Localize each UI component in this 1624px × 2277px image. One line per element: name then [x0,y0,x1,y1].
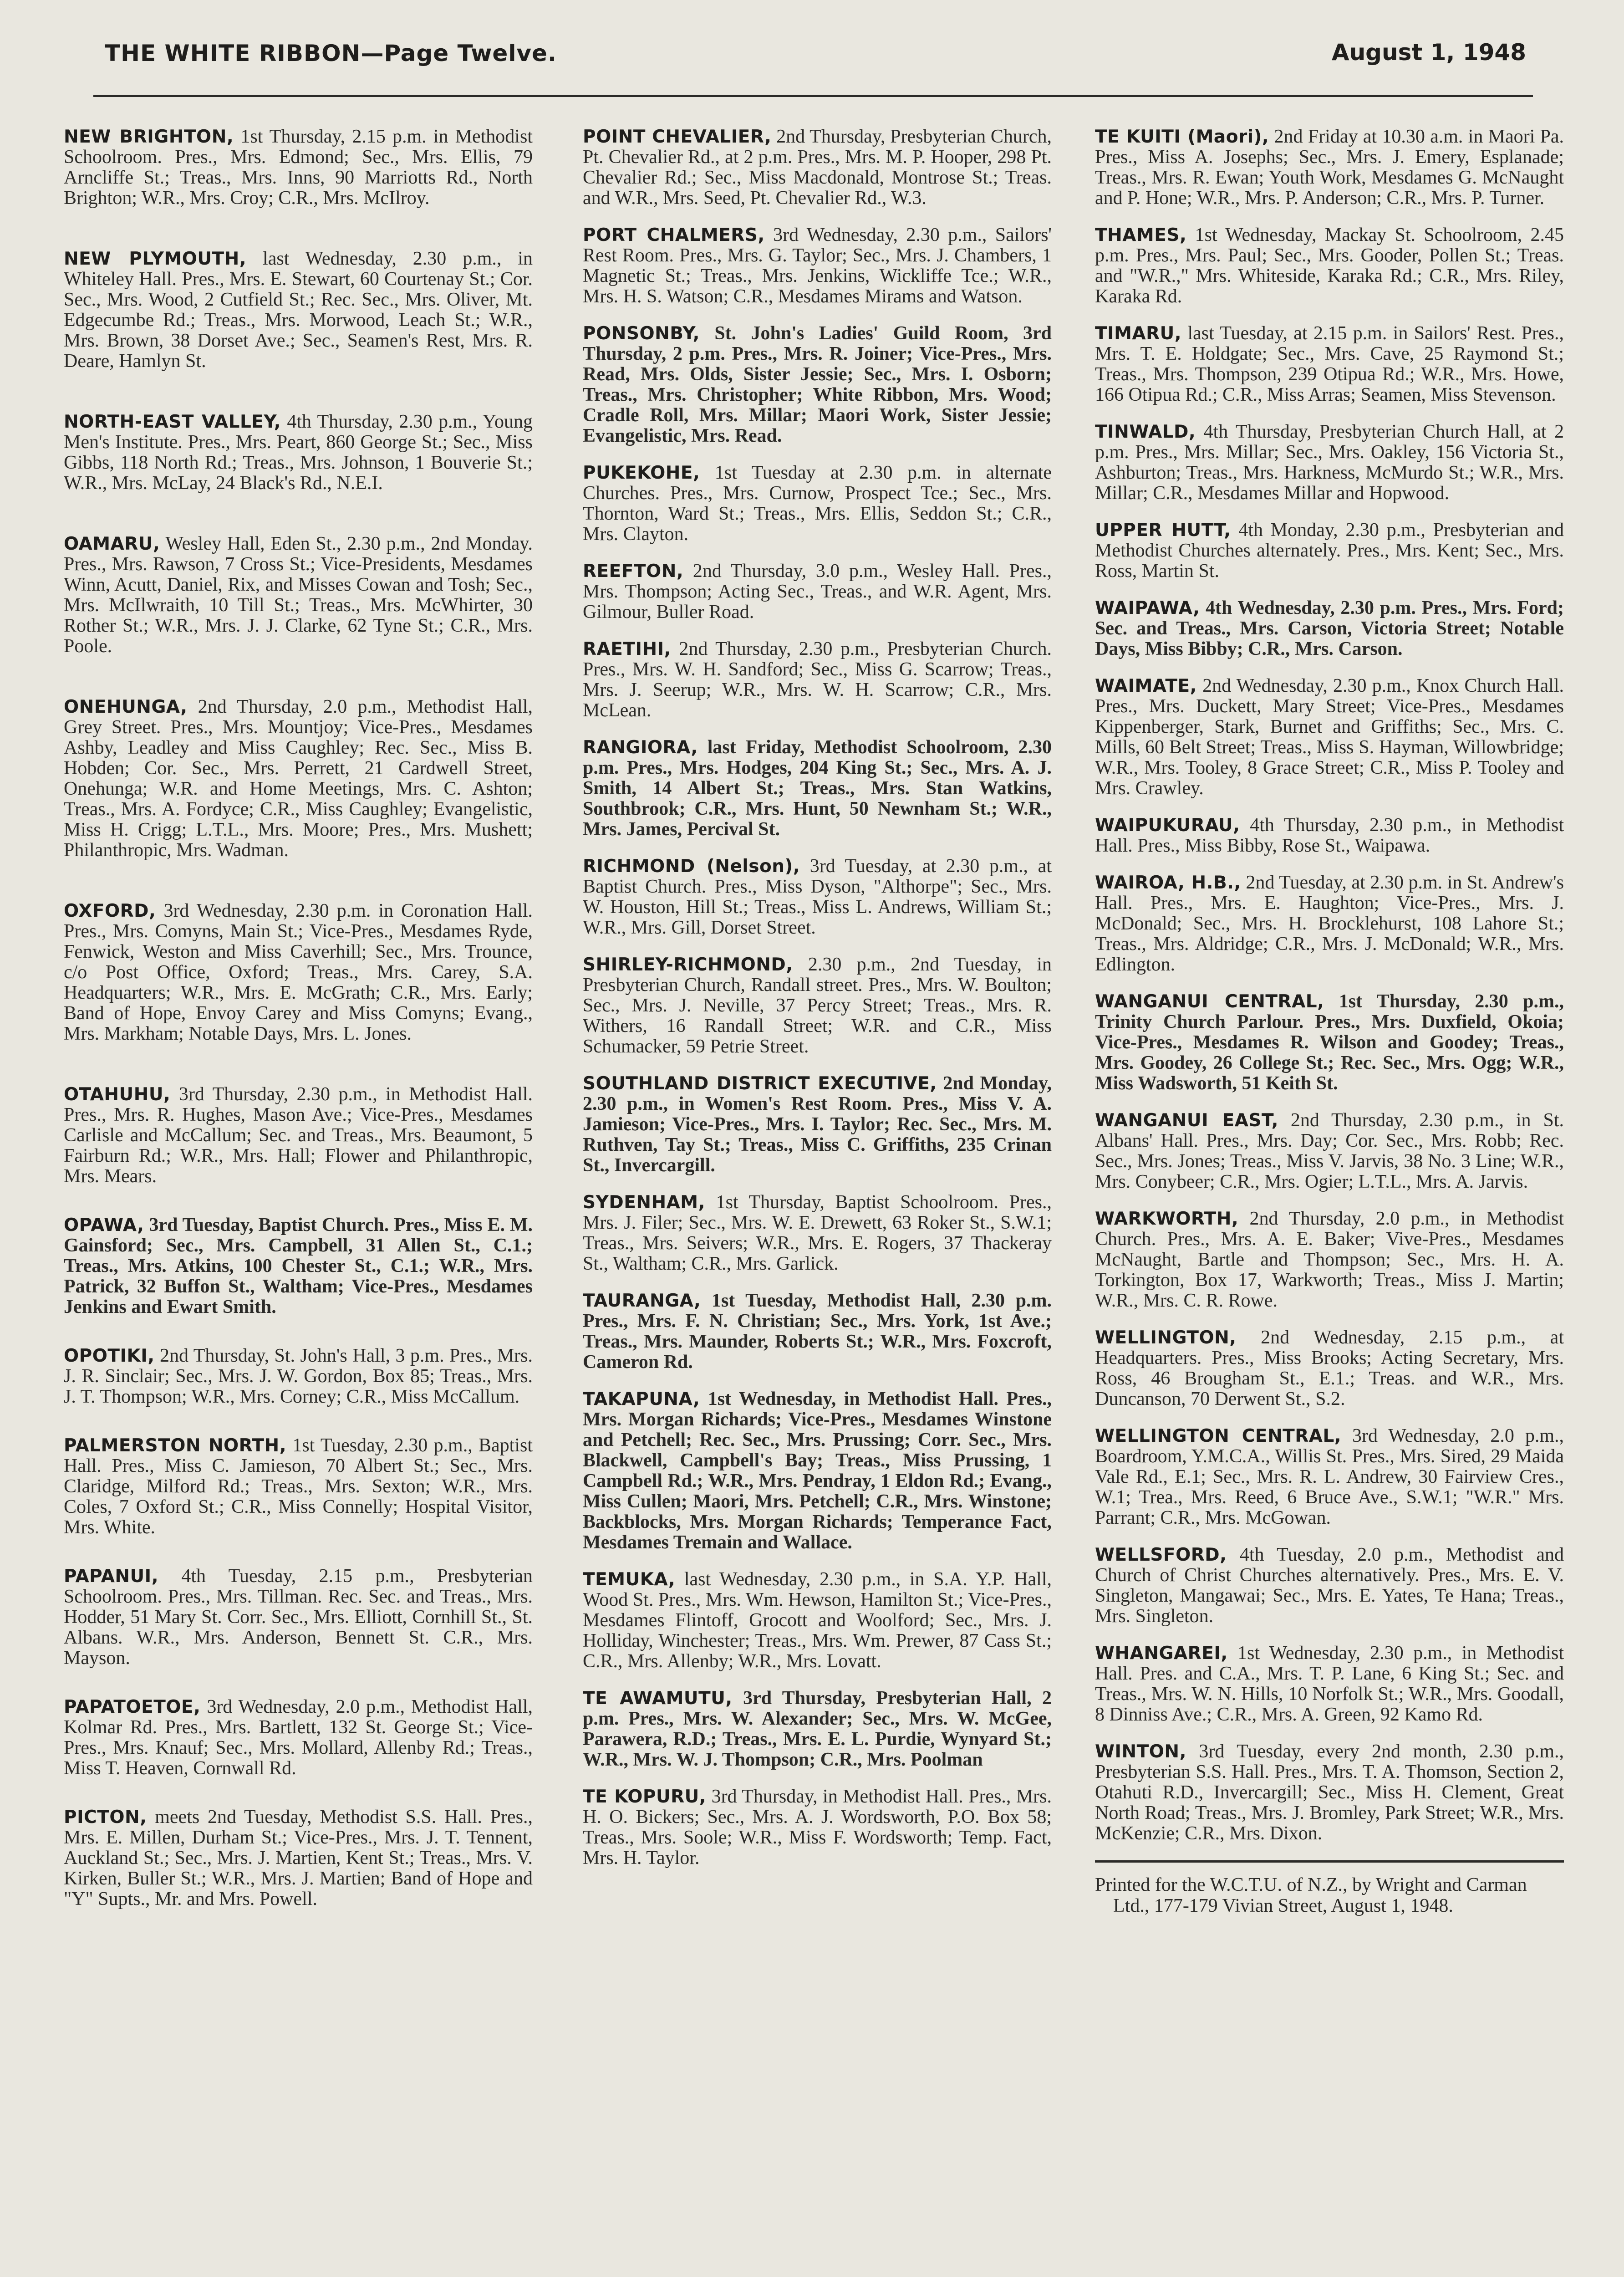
branch-entry [64,1346,533,1407]
branch-entry [583,1192,1052,1274]
branch-details: 3rd Wednesday, 2.0 p.m., Boardroom, Y.M.C.A., Willis St. Pres., Mrs. Sired, 29 Maida Vale Rd., E.1; Sec., Mrs. R. L. Andrew, 30 Fairview Cres., W.1; Trea., Mrs. Reed, 6 Bruce Ave., S.W.1; "W.R." Mrs. Parrant; C.R., Mrs. McGowan. [1095,1425,1564,1528]
branch-entry [64,1215,533,1317]
branch-name: OPAWA, [64,1215,144,1236]
branch-name: TAKAPUNA, [583,1389,700,1409]
branch-entry [583,737,1052,840]
branch-entry [583,127,1052,209]
branch-name: SHIRLEY-RICHMOND, [583,955,793,975]
branch-details: 2nd Thursday, Presbyterian Church, Pt. Chevalier Rd., at 2 p.m. Pres., Mrs. M. P. Hooper, 298 Pt. Chevalier Rd.; Sec., Miss Macdonald, Montrose St.; Treas. and W.R., Mrs. Seed, Pt. Chevalier Rd., W.3. [583,126,1052,209]
branch-details: 1st Tuesday, 2.30 p.m., Baptist Hall. Pres., Miss C. Jamieson, 70 Albert St.; Sec., Mrs. Claridge, Milford Rd.; Treas., Mrs. Sexton; W.R., Mrs. Coles, 7 Oxford St.; C.R., Miss Connelly; Hospital Visitor, Mrs. White. [64,1435,533,1538]
column-2 [583,127,1052,1885]
branch-name: RICHMOND (Nelson), [583,856,800,877]
branch-name: WANGANUI EAST, [1095,1110,1278,1131]
branch-details: meets 2nd Tuesday, Methodist S.S. Hall. Pres., Mrs. E. Millen, Durham St.; Vice-Pres., Mrs. J. T. Tennent, Auckland St.; Sec., Mrs. J. Martien, Kent St.; Treas., Mrs. V. Kirken, Buller St.; W.R., Mrs. J. Martien; Band of Hope and "Y" Supts., Mr. and Mrs. Powell. [64,1807,533,1909]
branch-name: PICTON, [64,1807,147,1828]
branch-entry [64,697,533,861]
branch-details: 3rd Tuesday, Baptist Church. Pres., Miss E. M. Gainsford; Sec., Mrs. Campbell, 31 Allen St., C.1.; Treas., Mrs. Atkins, 100 Chester St., C.1.; W.R., Mrs. Patrick, 32 Buffon St., Waltham; Vice-Pres., Mesdames Jenkins and Ewart Smith. [64,1215,533,1317]
branch-name: TEMUKA, [583,1569,676,1590]
branch-name: UPPER HUTT, [1095,520,1231,541]
branch-entry [1095,225,1564,307]
branch-details: 2nd Thursday, 3.0 p.m., Wesley Hall. Pres., Mrs. Thompson; Acting Sec., Treas., and W.R. Agent, Mrs. Gilmour, Buller Road. [583,561,1052,623]
branch-entry [1095,991,1564,1094]
header-rule [93,95,1533,97]
branch-details: 2nd Friday at 10.30 a.m. in Maori Pa. Pres., Miss A. Josephs; Sec., Mrs. J. Emery, Esplanade; Treas., Mrs. R. Ewan; Youth Work, Mesdames G. McNaught and P. Hone; W.R., Mrs. P. Anderson; C.R., Mrs. P. Turner. [1095,126,1564,209]
column-3-entries [1095,127,1564,1844]
branch-entry [64,412,533,494]
branch-name: WAIPUKURAU, [1095,815,1240,836]
branch-name: WAIROA, H.B., [1095,873,1241,893]
branch-details: 3rd Wednesday, 2.0 p.m., Methodist Hall, Kolmar Rd. Pres., Mrs. Bartlett, 132 St. George St.; Vice-Pres., Mrs. Knauf; Sec., Mrs. Mollard, Allenby Rd.; Treas., Miss T. Heaven, Cornwall Rd. [64,1696,533,1779]
branch-name: TE KOPURU, [583,1787,707,1807]
printer-imprint: Printed for the W.C.T.U. of N.Z., by Wright and Carman Ltd., 177-179 Vivian Street, August 1, 1948. [1095,1874,1527,1916]
branch-entry [1095,520,1564,582]
branch-details: 3rd Thursday, in Methodist Hall. Pres., Mrs. H. O. Bickers; Sec., Mrs. A. J. Wordsworth, P.O. Box 58; Treas., Mrs. Soole; W.R., Miss F. Wordsworth; Temp. Fact, Mrs. H. Taylor. [583,1786,1052,1869]
branch-details: 2nd Thursday, 2.30 p.m., Presbyterian Church. Pres., Mrs. W. H. Sandford; Sec., Miss G. Scarrow; Treas., Mrs. J. Seerup; W.R., Mrs. W. H. Scarrow; C.R., Mrs. McLean. [583,638,1052,721]
column-1 [64,127,533,1938]
branch-name: WANGANUI CENTRAL, [1095,991,1324,1012]
branch-name: PALMERSTON NORTH, [64,1435,287,1456]
branch-details: last Friday, Methodist Schoolroom, 2.30 p.m. Pres., Mrs. Hodges, 204 King St.; Sec., Mrs. A. J. Smith, 14 Albert St.; Treas., Mrs. Stan Watkins, Southbrook; C.R., Mrs. Hunt, 50 Newnham St.; W.R., Mrs. James, Percival St. [583,737,1052,840]
branch-details: last Wednesday, 2.30 p.m., in Whiteley Hall. Pres., Mrs. E. Stewart, 60 Courtenay St.; Cor. Sec., Mrs. Wood, 2 Cutfield St.; Rec. Sec., Mrs. Oliver, Mt. Edgecumbe Rd.; Treas., Mrs. Morwood, Leach St.; W.R., Mrs. Brown, 38 Dorset Ave.; Sec., Seamen's Rest, Mrs. R. Deare, Hamlyn St. [64,248,533,372]
branch-details: 2nd Thursday, 2.30 p.m., in St. Albans' Hall. Pres., Mrs. Day; Cor. Sec., Mrs. Robb; Rec. Sec., Mrs. Jones; Treas., Miss V. Jarvis, 38 No. 3 Line; W.R., Mrs. Conybeer; C.R., Mrs. Ogier; L.T.L., Mrs. A. Jarvis. [1095,1110,1564,1192]
branch-details: 3rd Thursday, Presbyterian Hall, 2 p.m. Pres., Mrs. W. Alexander; Sec., Mrs. W. McGee, Parawera, R.D.; Treas., Mrs. E. L. Purdie, Wynyard St.; W.R., Mrs. W. J. Thompson; C.R., Mrs. Poolman [583,1688,1052,1770]
branch-details: 3rd Tuesday, at 2.30 p.m., at Baptist Church. Pres., Miss Dyson, "Althorpe"; Sec., Mrs. W. Houston, Hill St.; Treas., Miss L. Andrews, William St.; W.R., Mrs. Gill, Dorset Street. [583,856,1052,938]
branch-entry [1095,422,1564,504]
branch-details: 1st Thursday, 2.30 p.m., Trinity Church Parlour. Pres., Mrs. Duxfield, Okoia; Vice-Pres., Mesdames R. Wilson and Goodey; Treas., Mrs. Goodey, 26 College St.; Rec. Sec., Mrs. Ogg; W.R., Miss Wadsworth, 51 Keith St. [1095,991,1564,1094]
branch-name: NEW BRIGHTON, [64,127,234,147]
branch-name: NEW PLYMOUTH, [64,249,247,269]
branch-details: 2nd Thursday, 2.0 p.m., Methodist Hall, Grey Street. Pres., Mrs. Mountjoy; Vice-Pres., Mesdames Ashby, Leadley and Miss Caughley; Rec. Sec., Miss B. Hobden; Cor. Sec., Mrs. Perrett, 21 Cardwell Street, Onehunga; W.R. and Home Meetings, Mrs. C. Ashton; Treas., Mrs. A. Fordyce; C.R., Miss Caughley; Evangelistic, Miss H. Crigg; L.T.L., Mrs. Moore; Pres., Mrs. Mushett; Philanthropic, Mrs. Wadman. [64,696,533,861]
issue-date: August 1, 1948 [1331,39,1526,66]
branch-entry [1095,873,1564,975]
branch-details: 3rd Wednesday, 2.30 p.m. in Coronation Hall. Pres., Mrs. Comyns, Main St.; Vice-Pres., Mesdames Ryde, Fenwick, Weston and Miss Caverhill; Sec., Mrs. Trounce, c/o Post Office, Oxford; Treas., Mrs. Carey, S.A. Headquarters; W.R., Mrs. E. McGrath; C.R., Mrs. Early; Band of Hope, Envoy Carey and Miss Comyns; Evang., Mrs. Markham; Notable Days, Mrs. L. Jones. [64,900,533,1044]
branch-entry [64,1084,533,1187]
branch-details: 3rd Tuesday, every 2nd month, 2.30 p.m., Presbyterian S.S. Hall. Pres., Mrs. T. A. Thomson, Section 2, Otahuti R.D., Invercargill; Sec., Miss H. Clement, Great North Road; Treas., Mrs. J. Bromley, Park Street; W.R., Mrs. McKenzie; C.R., Mrs. Dixon. [1095,1741,1564,1844]
branch-entry [1095,1643,1564,1725]
branch-details: St. John's Ladies' Guild Room, 3rd Thursday, 2 p.m. Pres., Mrs. R. Joiner; Vice-Pres., Mrs. Read, Mrs. Olds, Sister Jessie; Sec., Mrs. I. Osborn; Treas., Mrs. Christopher; White Ribbon, Mrs. Wood; Cradle Roll, Mrs. Millar; Maori Work, Sister Jessie; Evangelistic, Mrs. Read. [583,323,1052,446]
branch-details: 4th Thursday, 2.30 p.m., Young Men's Institute. Pres., Mrs. Peart, 860 George St.; Sec., Miss Gibbs, 118 North Rd.; Treas., Mrs. Johnson, 1 Bouverie St.; W.R., Mrs. McLay, 24 Black's Rd., N.E.I. [64,411,533,494]
branch-details: 1st Wednesday, in Methodist Hall. Pres., Mrs. Morgan Richards; Vice-Pres., Mesdames Winstone and Petchell; Rec. Sec., Mrs. Prussing; Corr. Sec., Mrs. Blackwell, Campbell's Bay; Treas., Miss Prussing, 1 Campbell Rd.; W.R., Mrs. Pendray, 1 Eldon Rd.; Evang., Miss Cullen; Maori, Mrs. Petchell; C.R., Mrs. Winstone; Backblocks, Mrs. Morgan Richards; Temperance Fact, Mesdames Tremain and Wallace. [583,1389,1052,1553]
branch-entry [64,1435,533,1538]
branch-name: SYDENHAM, [583,1192,705,1213]
branch-name: TIMARU, [1095,323,1182,344]
branch-details: 2nd Wednesday, 2.30 p.m., Knox Church Hall. Pres., Mrs. Duckett, Mary Street; Vice-Pres., Mesdames Kippenberger, Stark, Burnet and Griffiths; Sec., Mrs. C. Mills, 60 Belt Street; Treas., Miss S. Hayman, Willowbridge; W.R., Mrs. Tooley, 8 Grace Street; C.R., Miss P. Tooley and Mrs. Crawley. [1095,675,1564,799]
branch-entry [1095,1426,1564,1528]
branch-details: 2nd Thursday, 2.0 p.m., in Methodist Church. Pres., Mrs. A. E. Baker; Vive-Pres., Mesdames McNaught, Bartle and Thompson; Sec., Mrs. H. A. Torkington, Box 17, Warkworth; Treas., Miss J. Martin; W.R., Mrs. C. R. Rowe. [1095,1208,1564,1311]
branch-entry [583,225,1052,307]
imprint-rule [1095,1860,1564,1863]
branch-entry [583,561,1052,623]
branch-entry [1095,1327,1564,1409]
branch-name: ONEHUNGA, [64,697,188,717]
branch-name: PORT CHALMERS, [583,225,765,245]
branch-name: RAETIHI, [583,639,671,659]
branch-entry [1095,1741,1564,1844]
branch-name: THAMES, [1095,225,1187,245]
branch-name: OTAHUHU, [64,1084,171,1105]
branch-name: PUKEKOHE, [583,463,700,483]
branch-name: WELLSFORD, [1095,1545,1227,1565]
column-3 [1095,127,1564,1916]
branch-name: TE KUITI (Maori), [1095,127,1269,147]
branch-entry [583,1787,1052,1869]
branch-details: 2nd Tuesday, at 2.30 p.m. in St. Andrew's Hall. Pres., Mrs. E. Haughton; Vice-Pres., Mrs. J. McDonald; Sec., Mrs. H. Brocklehurst, 108 Lahore St.; Treas., Mrs. Aldridge; C.R., Mrs. J. McDonald; W.R., Mrs. Edlington. [1095,872,1564,975]
branch-name: PAPANUI, [64,1566,159,1587]
branch-details: 4th Wednesday, 2.30 p.m. Pres., Mrs. Ford; Sec. and Treas., Mrs. Carson, Victoria Street; Notable Days, Miss Bibby; C.R., Mrs. Carson. [1095,597,1564,659]
branch-details: last Wednesday, 2.30 p.m., in S.A. Y.P. Hall, Wood St. Pres., Mrs. Wm. Hewson, Hamilton St.; Vice-Pres., Mesdames Flintoff, Grocott and Woolford; Sec., Mrs. J. Holliday, Winchester; Treas., Mrs. Wm. Prewer, 87 Cass St.; C.R., Mrs. Allenby; W.R., Mrs. Lovatt. [583,1569,1052,1672]
branch-details: 1st Tuesday at 2.30 p.m. in alternate Churches. Pres., Mrs. Curnow, Prospect Tce.; Sec., Mrs. Thornton, Ward St.; Treas., Mrs. Ellis, Seddon St.; C.R., Mrs. Clayton. [583,462,1052,545]
branch-entry [64,1807,533,1909]
branch-details: 3rd Thursday, 2.30 p.m., in Methodist Hall. Pres., Mrs. R. Hughes, Mason Ave.; Vice-Pres., Mesdames Carlisle and McCallum; Sec. and Treas., Mrs. Beaumont, 5 Fairburn Rd.; W.R., Mrs. Hall; Flower and Philanthropic, Mrs. Mears. [64,1084,533,1187]
branch-name: WELLINGTON CENTRAL, [1095,1426,1342,1446]
branch-entry [64,534,533,657]
branch-entry [583,1688,1052,1770]
branch-entry [1095,815,1564,856]
branch-details: 1st Thursday, Baptist Schoolroom. Pres., Mrs. J. Filer; Sec., Mrs. W. E. Drewett, 63 Roker St., S.W.1; Treas., Mrs. Seivers; W.R., Mrs. E. Rogers, 37 Thackeray St., Waltham; C.R., Mrs. Garlick. [583,1192,1052,1274]
branch-name: OXFORD, [64,901,156,921]
branch-details: 3rd Wednesday, 2.30 p.m., Sailors' Rest Room. Pres., Mrs. G. Taylor; Sec., Mrs. J. Chambers, 1 Magnetic St.; Treas., Mrs. Jenkins, Wickliffe Tce.; W.R., Mrs. H. S. Watson; C.R., Mesdames Mirams and Watson. [583,225,1052,307]
branch-details: 1st Wednesday, 2.30 p.m., in Methodist Hall. Pres. and C.A., Mrs. T. P. Lane, 6 King St.; Sec. and Treas., Mrs. W. N. Hills, 10 Norfolk St.; W.R., Mrs. Goodall, 8 Dinniss Ave.; C.R., Mrs. A. Green, 92 Kamo Rd. [1095,1643,1564,1725]
branch-entry [583,463,1052,545]
branch-details: 4th Thursday, Presbyterian Church Hall, at 2 p.m. Pres., Mrs. Millar; Sec., Mrs. Oakley, 156 Victoria St., Ashburton; Treas., Mrs. Harkness, McMurdo St.; W.R., Mrs. Millar; C.R., Mesdames Millar and Hopwood. [1095,421,1564,504]
branch-entry [583,1291,1052,1373]
branch-name: WINTON, [1095,1741,1186,1762]
branch-entry [1095,598,1564,659]
branch-entry [64,249,533,372]
branch-name: RANGIORA, [583,737,698,758]
branch-name: PONSONBY, [583,323,700,344]
branch-entry [1095,1110,1564,1192]
branch-name: PAPATOETOE, [64,1697,201,1717]
branch-name: WELLINGTON, [1095,1327,1237,1348]
branch-entry [64,127,533,209]
branch-name: OPOTIKI, [64,1346,155,1366]
branch-name: TINWALD, [1095,422,1196,442]
branch-name: POINT CHEVALIER, [583,127,772,147]
branch-details: 2nd Monday, 2.30 p.m., in Women's Rest Room. Pres., Miss V. A. Jamieson; Vice-Pres., Mrs. I. Taylor; Rec. Sec., Mrs. M. Ruthven, Tay St.; Treas., Miss C. Griffiths, 235 Crinan St., Invercargill. [583,1073,1052,1176]
branch-entry [1095,1545,1564,1627]
branch-entry [1095,127,1564,209]
branch-name: WAIPAWA, [1095,598,1200,618]
branch-details: 2nd Wednesday, 2.15 p.m., at Headquarters. Pres., Miss Brooks; Acting Secretary, Mrs. Ross, 46 Brougham St., E.1.; Treas. and W.R., Mrs. Duncanson, 70 Derwent St., S.2. [1095,1327,1564,1409]
branch-details: 1st Wednesday, Mackay St. Schoolroom, 2.45 p.m. Pres., Mrs. Paul; Sec., Mrs. Gooder, Pollen St.; Treas. and "W.R.," Mrs. Whiteside, Karaka Rd.; C.R., Mrs. Riley, Karaka Rd. [1095,225,1564,307]
branch-details: 2.30 p.m., 2nd Tuesday, in Presbyterian Church, Randall street. Pres., Mrs. W. Boulton; Sec., Mrs. J. Neville, 37 Percy Street; Treas., Mrs. R. Withers, 16 Randall Street; W.R. and C.R., Miss Schumacker, 59 Petrie Street. [583,954,1052,1057]
branch-details: 4th Tuesday, 2.15 p.m., Presbyterian Schoolroom. Pres., Mrs. Tillman. Rec. Sec. and Treas., Mrs. Hodder, 51 Mary St. Corr. Sec., Mrs. Elliott, Cornhill St., St. Albans. W.R., Mrs. Anderson, Bennett St. C.R., Mrs. Mayson. [64,1566,533,1669]
branch-name: WARKWORTH, [1095,1209,1239,1229]
branch-name: WAIMATE, [1095,676,1197,696]
branch-name: OAMARU, [64,534,160,554]
publication-header: THE WHITE RIBBON—Page Twelve. [105,40,557,66]
branch-entry [1095,676,1564,799]
branch-details: Wesley Hall, Eden St., 2.30 p.m., 2nd Monday. Pres., Mrs. Rawson, 7 Cross St.; Vice-Presidents, Mesdames Winn, Acutt, Daniel, Rix, and Misses Cowan and Tosh; Sec., Mrs. McIlwraith, 10 Till St.; Treas., Mrs. McWhirter, 30 Rother St.; W.R., Mrs. J. J. Clarke, 62 Tyne St.; C.R., Mrs. Poole. [64,533,533,657]
branch-entry [64,1566,533,1669]
branch-details: 4th Tuesday, 2.0 p.m., Methodist and Church of Christ Churches alternatively. Pres., Mrs. E. V. Singleton, Mangawai; Sec., Mrs. E. Yates, Te Hana; Treas., Mrs. Singleton. [1095,1544,1564,1627]
branch-entry [583,323,1052,446]
branch-details: last Tuesday, at 2.15 p.m. in Sailors' Rest. Pres., Mrs. T. E. Holdgate; Sec., Mrs. Cave, 25 Raymond St.; Treas., Mrs. Thompson, 239 Otipua Rd.; W.R., Mrs. Howe, 166 Otipua Rd.; C.R., Miss Arras; Seamen, Miss Stevenson. [1095,323,1564,405]
branch-entry [64,901,533,1044]
branch-details: 1st Thursday, 2.15 p.m. in Methodist Schoolroom. Pres., Mrs. Edmond; Sec., Mrs. Ellis, 79 Arncliffe St.; Treas., Mrs. Inns, 90 Marriotts Rd., North Brighton; W.R., Mrs. Croy; C.R., Mrs. McIlroy. [64,126,533,209]
branch-name: TAURANGA, [583,1291,701,1311]
branch-name: TE AWAMUTU, [583,1688,733,1709]
branch-entry [64,1697,533,1779]
branch-name: SOUTHLAND DISTRICT EXECUTIVE, [583,1073,937,1094]
branch-entry [583,1073,1052,1176]
branch-entry [583,856,1052,938]
branch-name: NORTH-EAST VALLEY, [64,412,281,432]
branch-details: 1st Tuesday, Methodist Hall, 2.30 p.m. Pres., Mrs. F. N. Christian; Sec., Mrs. York, 1st Ave.; Treas., Mrs. Maunder, Roberts St.; W.R., Mrs. Foxcroft, Cameron Rd. [583,1290,1052,1373]
branch-details: 2nd Thursday, St. John's Hall, 3 p.m. Pres., Mrs. J. R. Sinclair; Sec., Mrs. J. W. Gordon, Box 85; Treas., Mrs. J. T. Thompson; W.R., Mrs. Corney; C.R., Miss McCallum. [64,1345,533,1407]
branch-entry [1095,1209,1564,1311]
branch-name: REEFTON, [583,561,684,582]
branch-entry [583,955,1052,1057]
branch-details: 4th Monday, 2.30 p.m., Presbyterian and Methodist Churches alternately. Pres., Mrs. Kent; Sec., Mrs. Ross, Martin St. [1095,520,1564,582]
branch-entry [583,639,1052,721]
branch-name: WHANGAREI, [1095,1643,1228,1664]
branch-details: 4th Thursday, 2.30 p.m., in Methodist Hall. Pres., Miss Bibby, Rose St., Waipawa. [1095,815,1564,856]
branch-entry [1095,323,1564,405]
branch-entry [583,1389,1052,1553]
branch-entry [583,1569,1052,1672]
